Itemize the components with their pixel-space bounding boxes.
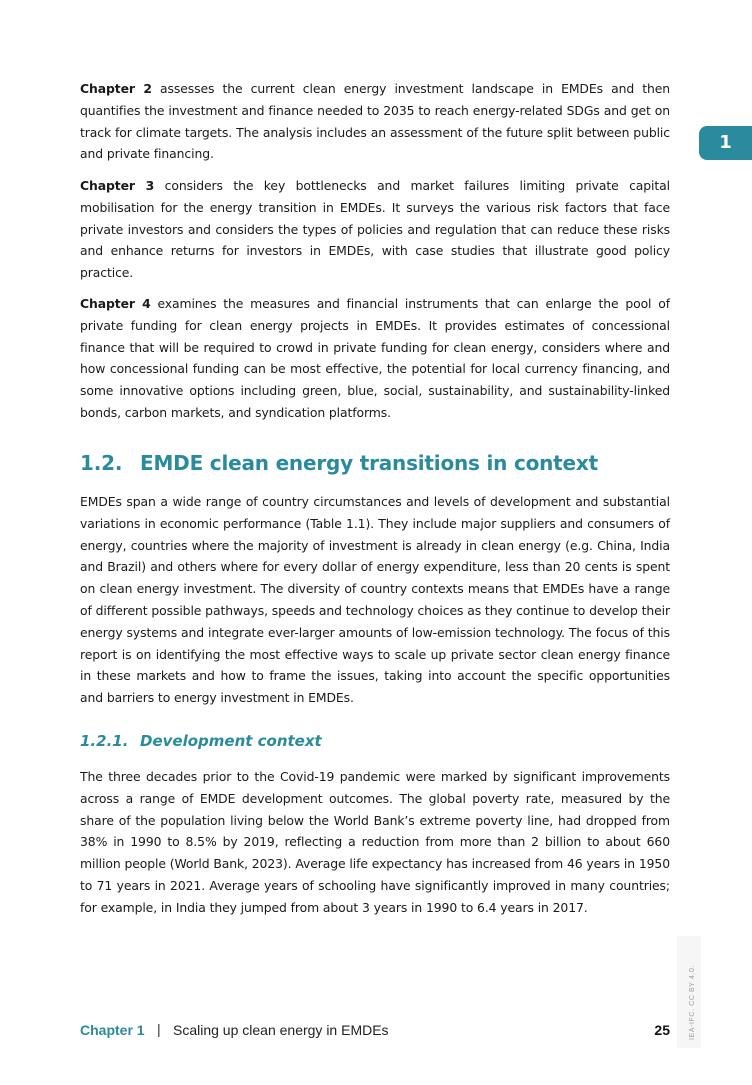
paragraph-chapter-2 (80, 78, 670, 165)
paragraph-text: assesses the current clean energy investment landscape in EMDEs and then quantifies the investment and finance needed to 2035 to reach energy-related SDGs and get on track for climate targets. The analysis includes an assessment of the future split between public and private financing. (80, 81, 670, 162)
subsection-heading (80, 732, 322, 750)
paragraph-text: considers the key bottlenecks and market failures limiting private capital mobilisation for the energy transition in EMDEs. It surveys the various risk factors that face private investors and considers the types of policies and regulation that can reduce these risks and enhance returns for investors in EMDEs, with case studies that illustrate good policy practice. (80, 178, 670, 281)
license-text: IEA-IFC. CC BY 4.0. (689, 964, 696, 1040)
paragraph-lead: Chapter 2 (80, 81, 152, 96)
section-body: EMDEs span a wide range of country circumstances and levels of development and substantial variations in economic performance (Table 1.1). They include major suppliers and consumers of energy, countries where the majority of investment is already in clean energy (e.g. China, India and Brazil) and others where for every dollar of energy expenditure, less than 20 cents is spent on clean energy investment. The diversity of country contexts means that EMDEs have a range of different possible pathways, speeds and technology choices as they continue to develop their energy systems and integrate ever-larger amounts of low-emission technology. The focus of this report is on identifying the most effective ways to scale up private sector clean energy finance in these markets and how to frame the issues, taking into account the specific opportunities and barriers to energy investment in EMDEs. (80, 494, 670, 706)
chapter-tab (699, 126, 752, 160)
section-title: EMDE clean energy transitions in context (140, 451, 598, 475)
paragraph-lead: Chapter 4 (80, 296, 151, 311)
footer-chapter-label: Chapter 1 (80, 1022, 145, 1038)
section-heading (80, 451, 598, 475)
section-number: 1.2. (80, 451, 123, 475)
footer-separator: | (157, 1021, 161, 1037)
subsection-title: Development context (140, 732, 322, 750)
chapter-tab-number: 1 (719, 132, 732, 153)
paragraph-chapter-3 (80, 175, 670, 284)
subsection-body: The three decades prior to the Covid-19 pandemic were marked by significant improvements across a range of EMDE development outcomes. The global poverty rate, measured by the share of the population living below the World Bank’s extreme poverty line, had dropped from 38% in 1990 to 8.5% by 2019, reflecting a reduction from more than 2 billion to about 660 million people (World Bank, 2023). Average life expectancy has increased from 46 years in 1950 to 71 years in 2021. Average years of schooling have significantly improved in many countries; for example, in India they jumped from about 3 years in 1990 to 6.4 years in 2017. (80, 769, 670, 915)
paragraph-lead: Chapter 3 (80, 178, 155, 193)
paragraph-text: examines the measures and financial instruments that can enlarge the pool of private funding for clean energy projects in EMDEs. It provides estimates of concessional finance that will be required to crowd in private funding for clean energy, considers where and how concessional funding can be most effective, the potential for local currency financing, and some innovative options including green, blue, social, sustainability, and sustainability-linked bonds, carbon markets, and syndication platforms. (80, 296, 670, 420)
page-number: 25 (654, 1022, 670, 1038)
paragraph-chapter-4 (80, 293, 670, 424)
footer-title: Scaling up clean energy in EMDEs (173, 1022, 389, 1038)
subsection-number: 1.2.1. (80, 732, 129, 750)
